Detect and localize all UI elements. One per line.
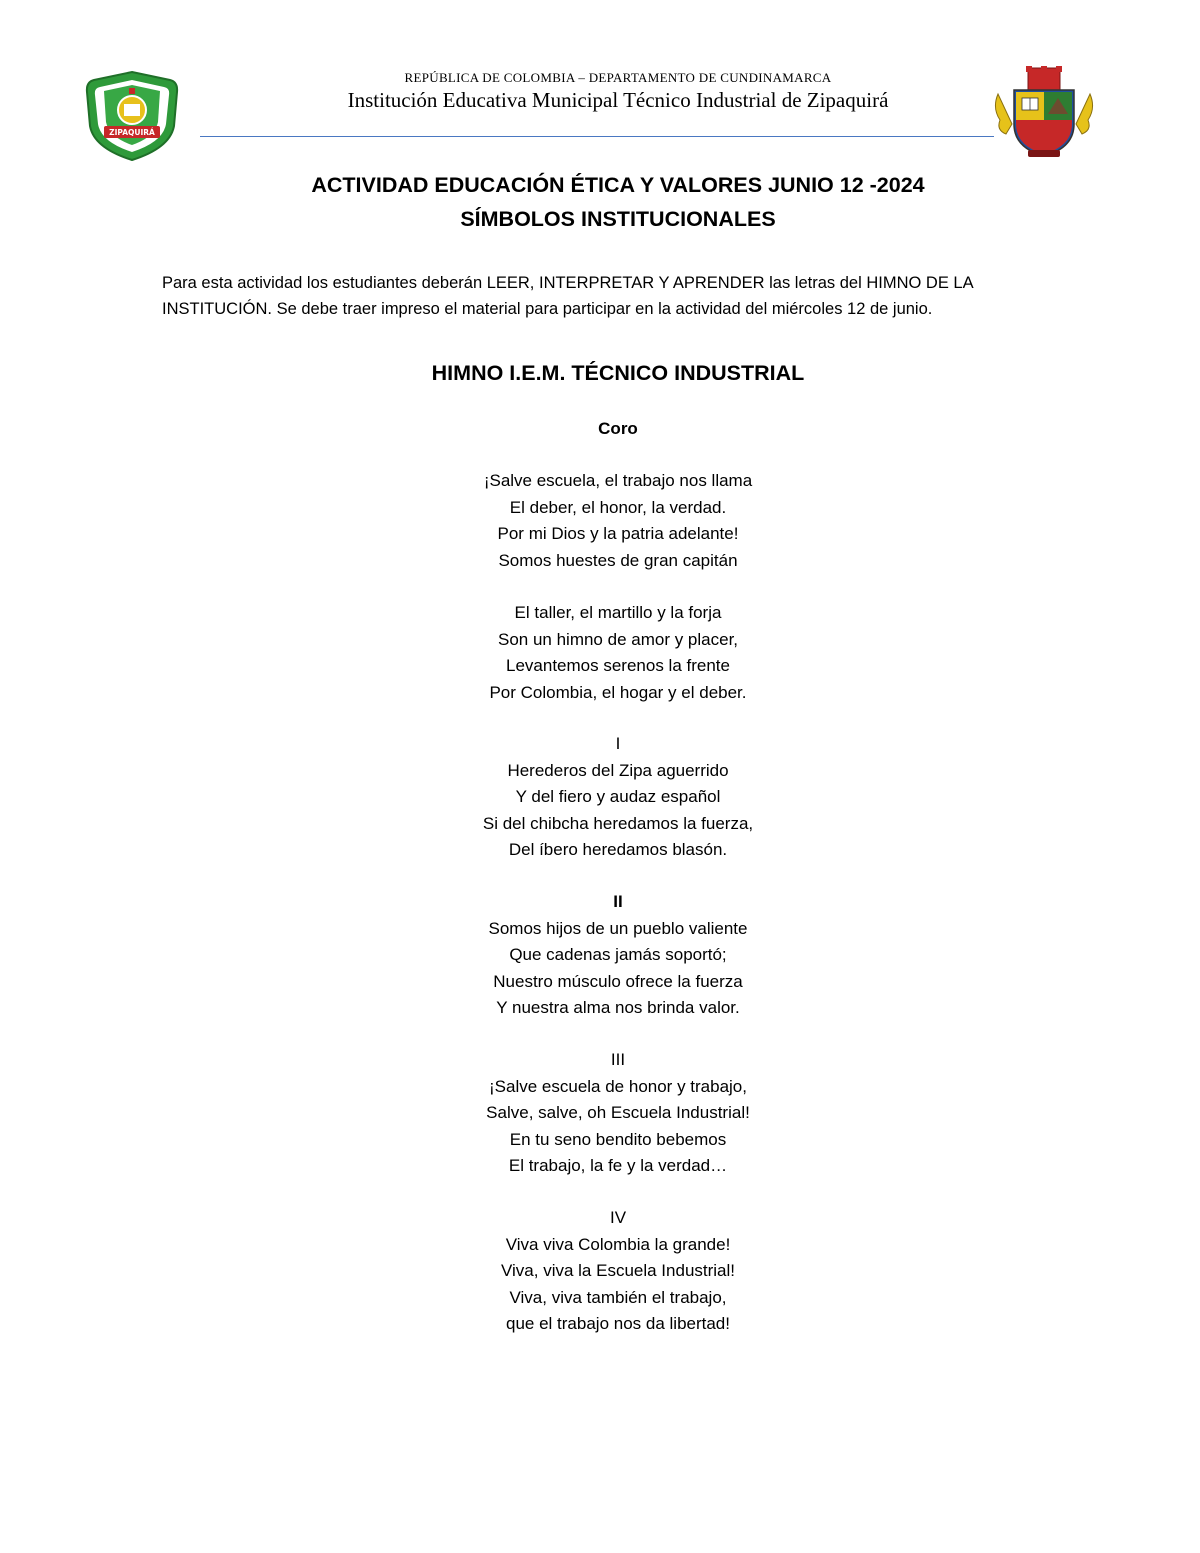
coro-part-2 [0,600,1200,706]
intro-paragraph [162,270,1082,322]
stanza-number: III [610,1050,626,1069]
verse-line: que el trabajo nos da libertad! [506,1314,730,1333]
verse-line: Somos hijos de un pueblo valiente [488,918,748,938]
verse-line: Del íbero heredamos blasón. [508,840,728,859]
verse-line: El trabajo, la fe y la verdad… [508,1156,728,1175]
header-divider [200,136,994,137]
shield-icon [84,70,180,162]
coro-label: Coro [598,419,638,438]
verse-line: Viva, viva también el trabajo, [509,1287,727,1307]
verse-line: Son un himno de amor y placer, [497,629,739,649]
activity-title: ACTIVIDAD EDUCACIÓN ÉTICA Y VALORES JUNIO 12 -2024 [311,173,925,197]
hymn-title: HIMNO I.E.M. TÉCNICO INDUSTRIAL [431,361,805,385]
verse-line: Salve, salve, oh Escuela Industrial! [486,1103,750,1122]
intro-line-1: Para esta actividad los estudiantes deberán LEER, INTERPRETAR Y APRENDER las letras del HIMNO DE LA [162,274,974,292]
stanza-number: I [615,734,621,753]
verse-line: Y del fiero y audaz español [515,787,721,806]
stanza-1 [0,731,1200,864]
zipaquira-coat-of-arms [992,64,1096,162]
verse-line: El taller, el martillo y la forja [514,603,722,622]
coat-of-arms-icon [992,64,1096,162]
verse-line: Nuestro músculo ofrece la fuerza [493,971,743,991]
verse-line: Somos huestes de gran capitán [498,550,738,570]
activity-subtitle: SÍMBOLOS INSTITUCIONALES [460,207,776,231]
school-shield-logo [84,70,180,162]
verse-line: Que cadenas jamás soportó; [509,945,727,964]
intro-line-2: INSTITUCIÓN. Se debe traer impreso el material para participar en la actividad del miércoles 12 de junio. [162,300,933,318]
verse-line: Levantemos serenos la frente [506,656,730,675]
verse-line: Viva viva Colombia la grande! [505,1234,731,1254]
header-institution-name: Institución Educativa Municipal Técnico Industrial de Zipaquirá [347,88,889,112]
verse-line: Y nuestra alma nos brinda valor. [496,998,740,1017]
stanza-2 [0,889,1200,1022]
verse-line: Si del chibcha heredamos la fuerza, [482,813,754,833]
document-header [200,70,1036,113]
verse-line: Por mi Dios y la patria adelante! [497,524,739,543]
verse-line: El deber, el honor, la verdad. [509,497,727,517]
stanza-number: IV [609,1208,627,1227]
stanza-4 [0,1205,1200,1338]
coro-part-1 [0,468,1200,574]
header-country-department: REPÚBLICA DE COLOMBIA – DEPARTAMENTO DE CUNDINAMARCA [404,70,832,85]
stanza-number: II [613,892,623,911]
stanza-3 [0,1047,1200,1180]
verse-line: Por Colombia, el hogar y el deber. [489,682,747,702]
verse-line: ¡Salve escuela, el trabajo nos llama [483,471,753,490]
verse-line: En tu seno bendito bebemos [509,1129,727,1149]
verse-line: Herederos del Zipa aguerrido [507,760,729,780]
verse-line: Viva, viva la Escuela Industrial! [500,1261,736,1280]
logo-banner-text: ZIPAQUIRÁ [109,128,155,137]
verse-line: ¡Salve escuela de honor y trabajo, [489,1076,747,1096]
